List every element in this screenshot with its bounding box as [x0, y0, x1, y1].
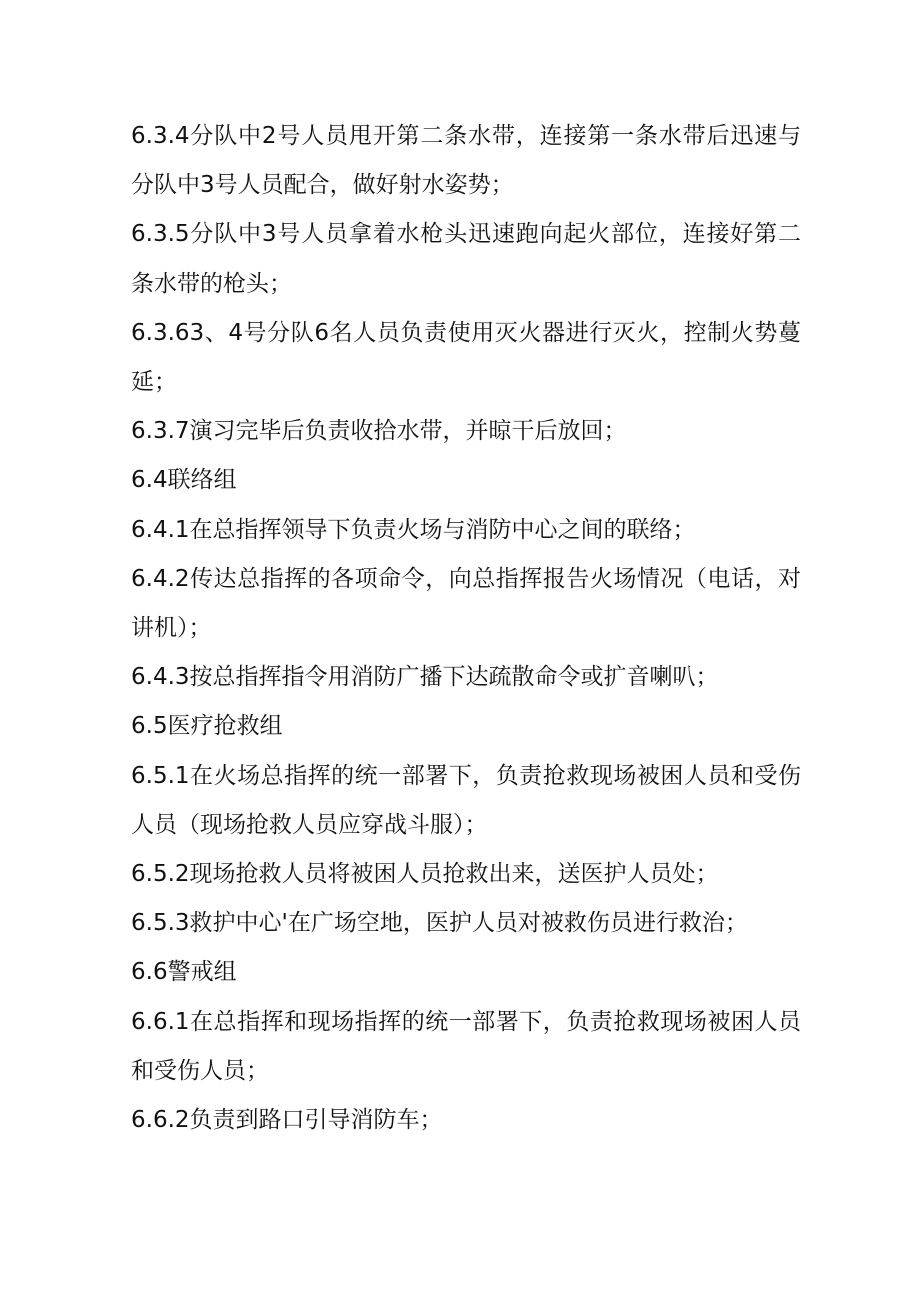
- document-body: [131, 112, 801, 1145]
- paragraph-6-3-6: 6.3.63、4号分队6名人员负责使用灭火器进行灭火，控制火势蔓延；: [131, 319, 801, 396]
- paragraph-6-4-2: 6.4.2传达总指挥的各项命令，向总指挥报告火场情况（电话，对讲机）；: [131, 565, 801, 642]
- paragraph-6-4-3: 6.4.3按总指挥指令用消防广播下达疏散命令或扩音喇叭；: [131, 664, 719, 691]
- heading-6-6: 6.6警戒组: [131, 959, 237, 986]
- heading-6-4: 6.4联络组: [131, 467, 237, 494]
- heading-6-5: 6.5医疗抢救组: [131, 713, 283, 740]
- paragraph-6-3-4: 6.3.4分队中2号人员甩开第二条水带，连接第一条水带后迅速与分队中3号人员配合，做好射水姿势；: [131, 123, 801, 199]
- paragraph-6-6-1: 6.6.1在总指挥和现场指挥的统一部署下，负责抢救现场被困人员和受伤人员；: [131, 1008, 801, 1084]
- paragraph-6-3-5: 6.3.5分队中3号人员拿着水枪头迅速跑向起火部位，连接好第二条水带的枪头；: [131, 221, 801, 297]
- paragraph-6-6-2: 6.6.2负责到路口引导消防车；: [131, 1107, 443, 1134]
- paragraph-6-5-3: 6.5.3救护中心'在广场空地，医护人员对被救伤员进行救治；: [131, 910, 748, 937]
- paragraph-6-4-1: 6.4.1在总指挥领导下负责火场与消防中心之间的联络；: [131, 516, 696, 543]
- paragraph-6-5-1: 6.5.1在火场总指挥的统一部署下，负责抢救现场被困人员和受伤人员（现场抢救人员应穿战斗服）；: [131, 762, 801, 838]
- paragraph-6-3-7: 6.3.7演习完毕后负责收拾水带，并晾干后放回；: [131, 418, 627, 445]
- paragraph-6-5-2: 6.5.2现场抢救人员将被困人员抢救出来，送医护人员处；: [131, 861, 719, 888]
